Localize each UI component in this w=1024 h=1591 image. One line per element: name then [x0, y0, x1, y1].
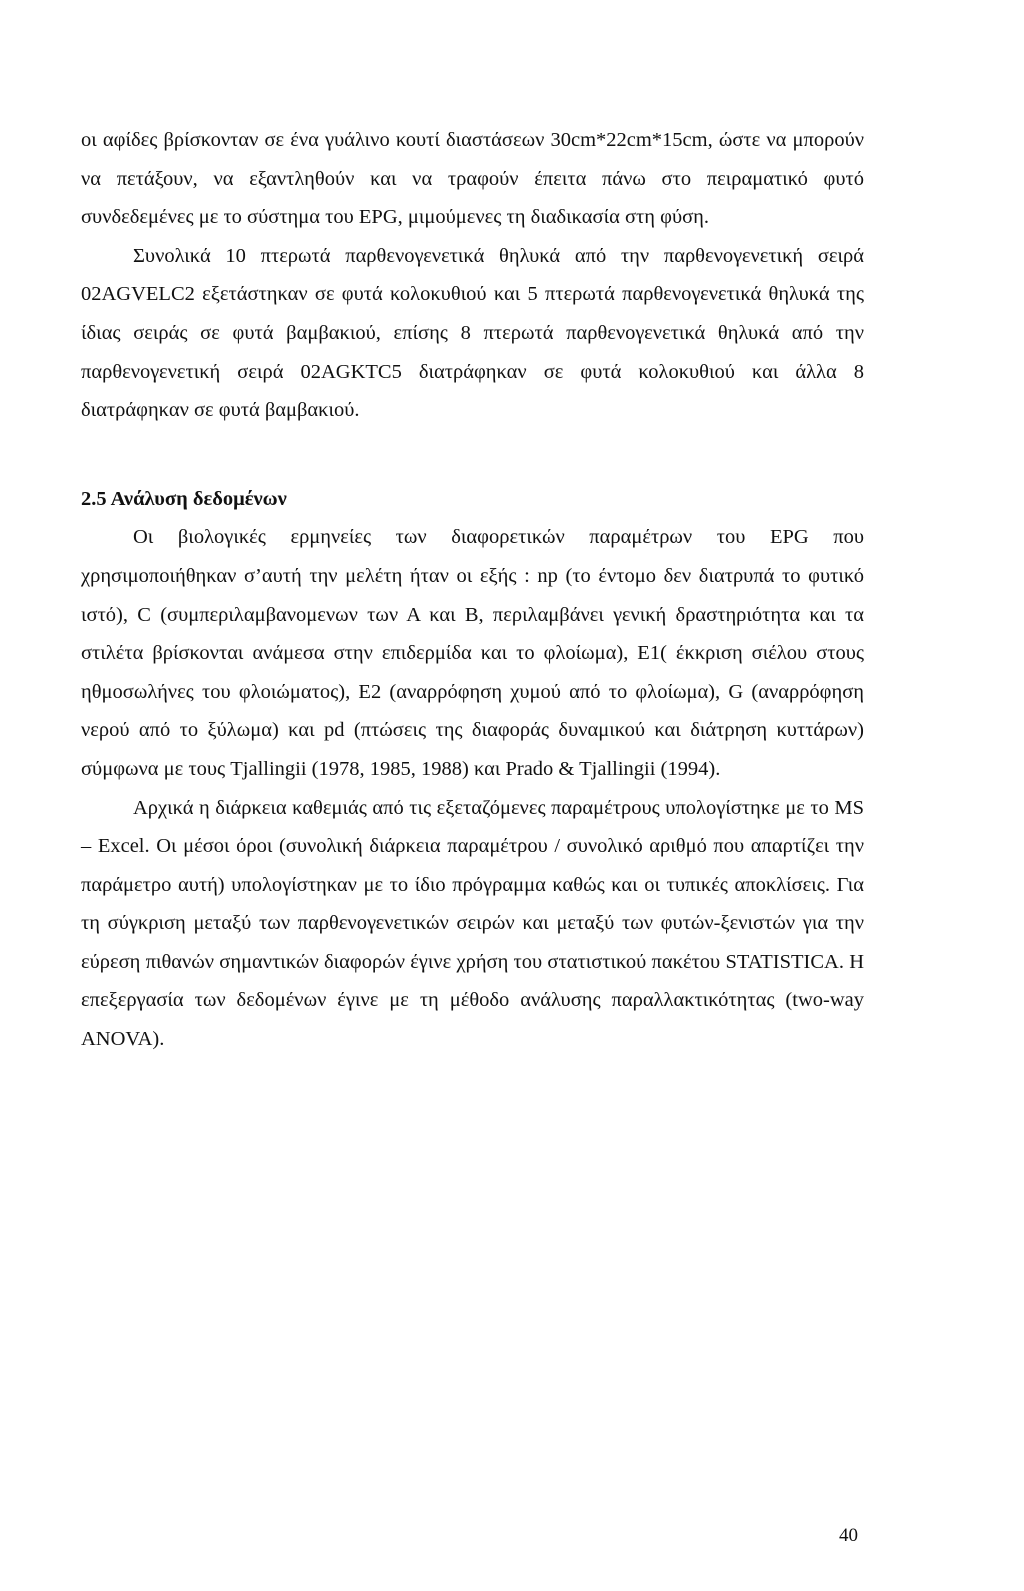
section-heading	[81, 480, 864, 519]
paragraph-statistics: Αρχικά η διάρκεια καθεμιάς από τις εξεταζόμενες παραμέτρους υπολογίστηκε με το MS – Excel. Οι μέσοι όροι (συνολική διάρκεια παραμέτρου / συνολικό αριθμό που απαρτίζει την παράμετρο αυτή) υπολογίστηκαν με το ίδιο πρόγραμμα καθώς και οι τυπικές αποκλίσεις. Για τη σύγκριση μεταξύ των παρθενογενετικών σειρών και μεταξύ των φυτών-ξενιστών για την εύρεση πιθανών σημαντικών διαφορών έγινε χρήση του στατιστικού πακέτου STATISTICA. Η επεξεργασία των δεδομένων έγινε με τη μέθοδο ανάλυσης παραλλακτικότητας (two-way ANOVA).	[81, 796, 864, 1051]
page-number: 40	[839, 1525, 858, 1546]
section-title: Ανάλυση δεδομένων	[110, 487, 287, 510]
section-number: 2.5	[81, 487, 107, 510]
paragraph-epg-parameters: Οι βιολογικές ερμηνείες των διαφορετικών παραμέτρων του EPG που χρησιμοποιήθηκαν σ’αυτή την μελέτη ήταν οι εξής : np (το έντομο δεν διατρυπά το φυτικό ιστό), C (συμπεριλαμβανομενων των Α και Β, περιλαμβάνει γενική δραστηριότητα και τα στιλέτα βρίσκονται ανάμεσα στην επιδερμίδα και το φλοίωμα), Ε1( έκκριση σιέλου στους ηθμοσωλήνες του φλοιώματος), Ε2 (αναρρόφηση χυμού από το φλοίωμα), G (αναρρόφηση νερού από το ξύλωμα) και pd (πτώσεις της διαφοράς δυναμικού και διάτρηση κυττάρων) σύμφωνα με τους Tjallingii (1978, 1985, 1988) και Prado & Tjallingii (1994).	[81, 526, 864, 780]
page-body	[81, 121, 864, 1059]
paragraph-aphid-container: οι αφίδες βρίσκονταν σε ένα γυάλινο κουτί διαστάσεων 30cm*22cm*15cm, ώστε να μπορούν να πετάξουν, να εξαντληθούν και να τραφούν έπειτα πάνω στο πειραματικό φυτό συνδεδεμένες με το σύστημα του EPG, μιμούμενες τη διαδικασία στη φύση.	[81, 129, 864, 229]
paragraph-tested-females: Συνολικά 10 πτερωτά παρθενογενετικά θηλυκά από την παρθενογενετική σειρά 02AGVELC2 εξετάστηκαν σε φυτά κολοκυθιού και 5 πτερωτά παρθενογενετικά θηλυκά της ίδιας σειράς σε φυτά βαμβακιού, επίσης 8 πτερωτά παρθενογενετικά θηλυκά από την παρθενογενετική σειρά 02AGKTC5 διατράφηκαν σε φυτά κολοκυθιού και άλλα 8 διατράφηκαν σε φυτά βαμβακιού.	[81, 244, 864, 422]
